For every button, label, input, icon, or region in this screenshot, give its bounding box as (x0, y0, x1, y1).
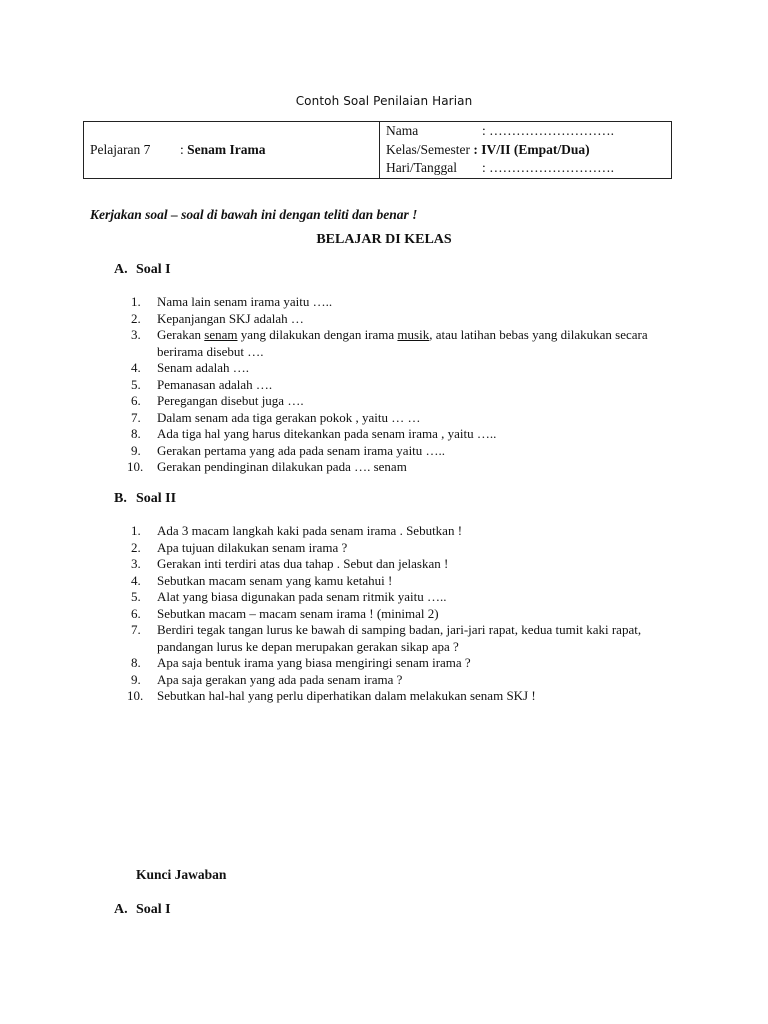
item-number: 3. (131, 556, 141, 571)
hari-value: : ………………………. (482, 160, 615, 175)
section-heading: BELAJAR DI KELAS (316, 232, 452, 247)
underlined-word-senam: senam (204, 327, 238, 342)
nama-value: : ………………………. (482, 123, 615, 138)
section-a-letter: A. (114, 262, 128, 277)
answer-section-a-heading (114, 902, 171, 918)
item-number: 9. (131, 671, 141, 687)
item-number: 4. (131, 572, 141, 588)
kelas-value: IV/II (Empat/Dua) (481, 141, 590, 157)
hari-label: Hari/Tanggal (386, 160, 458, 175)
page-title: Contoh Soal Penilaian Harian (295, 94, 473, 108)
list-item (131, 376, 677, 394)
item-text: Gerakan inti terdiri atas dua tahap . Sebut dan jelaskan ! (157, 556, 449, 571)
text-segment: yang dilakukan dengan irama (237, 327, 398, 342)
item-text: Dalam senam ada tiga gerakan pokok , yaitu … … (157, 409, 421, 425)
item-text: Apa saja gerakan yang ada pada senam irama ? (157, 671, 403, 687)
text-segment: Gerakan (157, 327, 205, 342)
section-b-heading (114, 491, 176, 507)
kelas-label: Kelas/Semester (386, 141, 470, 157)
item-text: Ada 3 macam langkah kaki pada senam irama . Sebutkan ! (157, 523, 463, 538)
item-number: 9. (131, 442, 141, 458)
item-number: 8. (131, 655, 141, 670)
item-number: 1. (131, 294, 141, 309)
list-item (131, 393, 677, 410)
item-text (157, 327, 648, 359)
list-item (131, 310, 677, 328)
pelajaran-colon: : (180, 141, 184, 157)
item-text: Nama lain senam irama yaitu ….. (157, 294, 333, 309)
item-number: 6. (131, 393, 141, 408)
item-number: 2. (131, 539, 141, 555)
item-text: Apa tujuan dilakukan senam irama ? (157, 539, 348, 555)
kelas-colon: : (473, 141, 478, 157)
item-text: Peregangan disebut juga …. (157, 393, 304, 408)
list-item (131, 556, 677, 573)
answer-key-title: Kunci Jawaban (136, 867, 227, 882)
item-text: Gerakan pertama yang ada pada senam irama yaitu ….. (157, 442, 446, 458)
kelas-row (386, 141, 665, 160)
pelajaran-value: Senam Irama (187, 141, 266, 157)
item-number: 8. (131, 426, 141, 441)
item-number: 5. (131, 376, 141, 392)
item-text: Sebutkan hal-hal yang perlu diperhatikan dalam melakukan senam SKJ ! (157, 688, 536, 703)
section-a-heading (114, 262, 171, 278)
item-text: Alat yang biasa digunakan pada senam ritmik yaitu ….. (157, 589, 447, 604)
list-item (131, 655, 677, 672)
item-number: 3. (131, 327, 141, 342)
soal-ii-list (127, 523, 677, 705)
list-item (131, 605, 677, 623)
soal-i-list (127, 294, 677, 476)
answer-section-a-title: Soal I (136, 902, 171, 917)
item-text: Berdiri tegak tangan lurus ke bawah di samping badan, jari-jari rapat, kedua tumit kaki rapat, pandangan lurus ke depan merupakan gerakan sikap apa ? (157, 622, 642, 654)
item-number: 7. (131, 409, 141, 425)
list-item (127, 688, 677, 705)
underlined-word-musik: musik (397, 327, 430, 342)
item-number: 1. (131, 523, 141, 538)
list-item (131, 622, 677, 655)
nama-label: Nama (386, 123, 419, 138)
list-item (131, 294, 677, 311)
text-segment: , atau latihan bebas yang dilakukan secara berirama disebut …. (157, 327, 648, 359)
item-number: 4. (131, 360, 141, 375)
item-text: Kepanjangan SKJ adalah … (157, 310, 304, 326)
list-item (131, 671, 677, 689)
item-text: Apa saja bentuk irama yang biasa mengiringi senam irama ? (157, 655, 471, 670)
item-number: 5. (131, 589, 141, 604)
list-item (131, 572, 677, 590)
item-number: 6. (131, 605, 141, 621)
info-table (83, 121, 672, 179)
list-item (131, 523, 677, 540)
list-item (131, 539, 677, 557)
list-item (131, 360, 677, 377)
list-item (131, 589, 677, 606)
student-info-cell (380, 122, 672, 179)
item-text: Pemanasan adalah …. (157, 376, 273, 392)
item-text: Ada tiga hal yang harus ditekankan pada senam irama , yaitu ….. (157, 426, 497, 441)
item-text: Senam adalah …. (157, 360, 250, 375)
instruction: Kerjakan soal – soal di bawah ini dengan teliti dan benar ! (90, 207, 418, 222)
section-b-letter: B. (114, 491, 127, 506)
list-item (131, 327, 677, 360)
item-text: Sebutkan macam – macam senam irama ! (minimal 2) (157, 605, 439, 621)
nama-row (386, 122, 665, 141)
list-item (131, 442, 677, 460)
item-number: 10. (127, 688, 144, 703)
list-item (131, 409, 677, 427)
item-text: Sebutkan macam senam yang kamu ketahui ! (157, 572, 393, 588)
pelajaran-label: Pelajaran 7 (90, 141, 151, 157)
section-b-title: Soal II (136, 491, 177, 506)
hari-row (386, 159, 665, 178)
item-text: Gerakan pendinginan dilakukan pada …. senam (157, 459, 407, 474)
list-item (131, 426, 677, 443)
answer-section-a-letter: A. (114, 902, 128, 917)
list-item (127, 459, 677, 476)
item-number: 2. (131, 310, 141, 326)
item-number: 7. (131, 622, 141, 637)
section-a-title: Soal I (136, 262, 171, 277)
item-number: 10. (127, 459, 144, 474)
pelajaran-cell (84, 122, 380, 179)
